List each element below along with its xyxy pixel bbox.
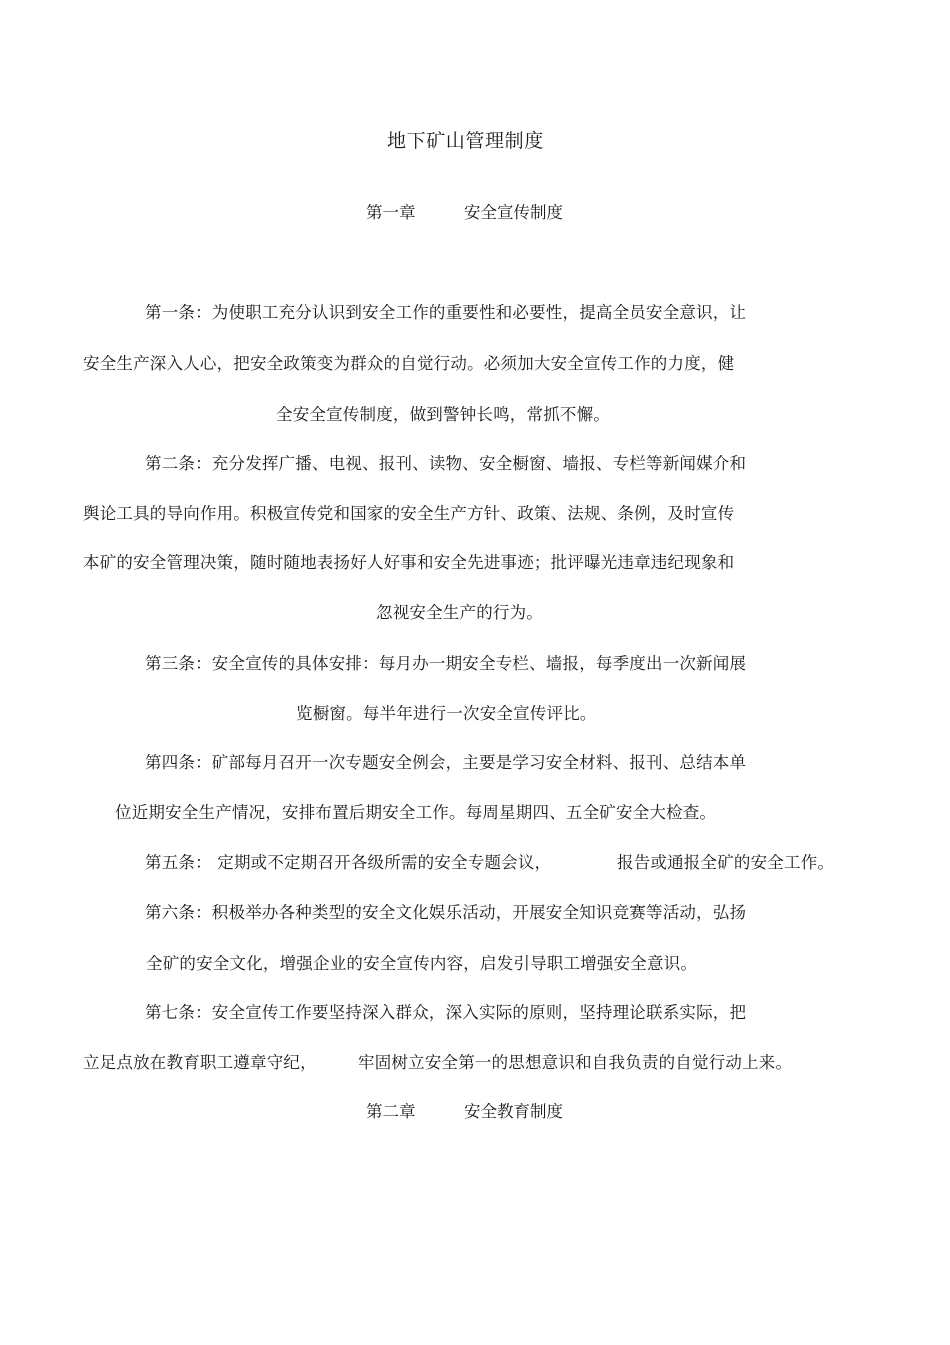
article-2-line-1: 第二条：充分发挥广播、电视、报刊、读物、安全橱窗、墙报、专栏等新闻媒介和: [145, 454, 747, 473]
article-1-line-1: 第一条：为使职工充分认识到安全工作的重要性和必要性，提高全员安全意识，让: [145, 303, 747, 322]
chapter-number: 第二章: [366, 1102, 416, 1121]
article-3-line-1: 第三条：安全宣传的具体安排：每月办一期安全专栏、墙报，每季度出一次新闻展: [145, 654, 747, 673]
article-7-line-1: 第七条：安全宣传工作要坚持深入群众，深入实际的原则，坚持理论联系实际，把: [145, 1003, 747, 1022]
article-4-line-2: 位近期安全生产情况，安排布置后期安全工作。每周星期四、五全矿安全大检查。: [115, 803, 717, 822]
chapter-name: 安全教育制度: [464, 1102, 563, 1121]
article-5-line-1b: 报告或通报全矿的安全工作。: [617, 853, 835, 872]
article-5-line-1a: 第五条： 定期或不定期召开各级所需的安全专题会议，: [145, 853, 552, 872]
article-7-line-2a: 立足点放在教育职工遵章守纪，: [83, 1053, 317, 1072]
article-3-line-2: 览橱窗。每半年进行一次安全宣传评比。: [296, 704, 597, 723]
article-1-line-3: 全安全宣传制度，做到警钟长鸣，常抓不懈。: [276, 405, 610, 424]
article-7-line-2b: 牢固树立安全第一的思想意识和自我负责的自觉行动上来。: [358, 1053, 793, 1072]
article-1-line-2: 安全生产深入人心，把安全政策变为群众的自觉行动。必须加大安全宣传工作的力度，健: [83, 354, 735, 373]
document-title: 地下矿山管理制度: [387, 130, 544, 152]
article-2-line-2: 舆论工具的导向作用。积极宣传党和国家的安全生产方针、政策、法规、条例，及时宣传: [83, 504, 735, 523]
article-2-line-3: 本矿的安全管理决策，随时随地表扬好人好事和安全先进事迹；批评曝光违章违纪现象和: [83, 553, 735, 572]
chapter-name: 安全宣传制度: [464, 203, 563, 222]
chapter-heading-2: [366, 1100, 563, 1124]
chapter-heading-1: [366, 201, 563, 225]
chapter-number: 第一章: [366, 203, 416, 222]
article-2-line-4: 忽视安全生产的行为。: [376, 603, 543, 622]
article-4-line-1: 第四条：矿部每月召开一次专题安全例会，主要是学习安全材料、报刊、总结本单: [145, 753, 747, 772]
article-6-line-1: 第六条：积极举办各种类型的安全文化娱乐活动，开展安全知识竞赛等活动，弘扬: [145, 903, 747, 922]
article-6-line-2: 全矿的安全文化，增强企业的安全宣传内容，启发引导职工增强安全意识。: [146, 954, 698, 973]
